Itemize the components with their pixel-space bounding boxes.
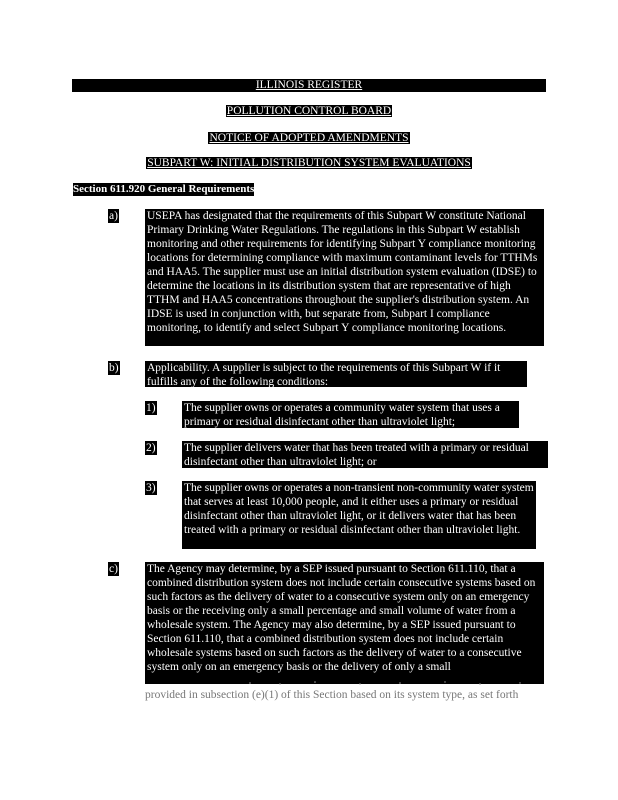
section-title: Section 611.920 General Requirements <box>73 183 255 195</box>
paragraph-c-continuation: provided in subsection (e)(1) of this Section based on its system type, as set forth <box>145 689 519 701</box>
item-b1-label: 1) <box>146 402 156 414</box>
subpart-header <box>0 157 618 170</box>
item-b2-label: 2) <box>146 442 156 454</box>
notice-title: NOTICE OF ADOPTED AMENDMENTS <box>209 132 409 144</box>
paragraph-c-label: c) <box>109 563 118 575</box>
item-b3-label: 3) <box>146 482 156 494</box>
scan-noise-decoration <box>240 678 540 688</box>
register-header <box>0 79 618 92</box>
item-b1-text: The supplier owns or operates a community water system that uses a primary or residual disinfectant other than ultraviolet light; <box>182 401 519 428</box>
paragraph-b-label: b) <box>109 362 119 374</box>
paragraph-b-text: Applicability. A supplier is subject to the requirements of this Subpart W if it fulfills any of the following conditions: <box>145 361 527 387</box>
board-title: POLLUTION CONTROL BOARD <box>226 105 392 117</box>
subpart-title: SUBPART W: INITIAL DISTRIBUTION SYSTEM EVALUATIONS <box>147 157 471 169</box>
paragraph-c-text: The Agency may determine, by a SEP issued pursuant to Section 611.110, that a combined distribution system does not include certain consecutive systems based on such factors as the delivery of water to a consecutive system only on an emergency basis or the receiving only a small percentage and small volume of water from a wholesale system. The Agency may also determine, by a SEP issued pursuant to Section 611.110, that a combined distribution system does not include certain wholesale systems based on such factors as the delivery of water to a consecutive system only on an emergency basis or the delivery of only a small <box>145 562 544 684</box>
paragraph-a-text: USEPA has designated that the requirements of this Subpart W constitute National Primary Drinking Water Regulations. The regulations in this Subpart W establish monitoring and other requirements for identifying Subpart Y compliance monitoring locations for determining compliance with maximum contaminant levels for TTHMs and HAA5. The supplier must use an initial distribution system evaluation (IDSE) to determine the locations in its distribution system that are representative of high TTHM and HAA5 concentrations throughout the supplier's distribution system. An IDSE is used in conjunction with, but separate from, Subpart I compliance monitoring, to identify and select Subpart Y compliance monitoring locations. <box>145 209 544 346</box>
notice-header <box>0 132 618 145</box>
item-b3-text: The supplier owns or operates a non-transient non-community water system that serves at least 10,000 people, and it either uses a primary or residual disinfectant other than ultraviolet light, or it delivers water that has been treated with a primary or residual disinfectant other than ultraviolet light. <box>182 481 536 549</box>
paragraph-a-label: a) <box>109 210 118 222</box>
register-title: ILLINOIS REGISTER <box>72 79 546 92</box>
item-b2-text: The supplier delivers water that has been treated with a primary or residual disinfectant other than ultraviolet light; or <box>182 441 548 468</box>
board-header <box>0 105 618 118</box>
